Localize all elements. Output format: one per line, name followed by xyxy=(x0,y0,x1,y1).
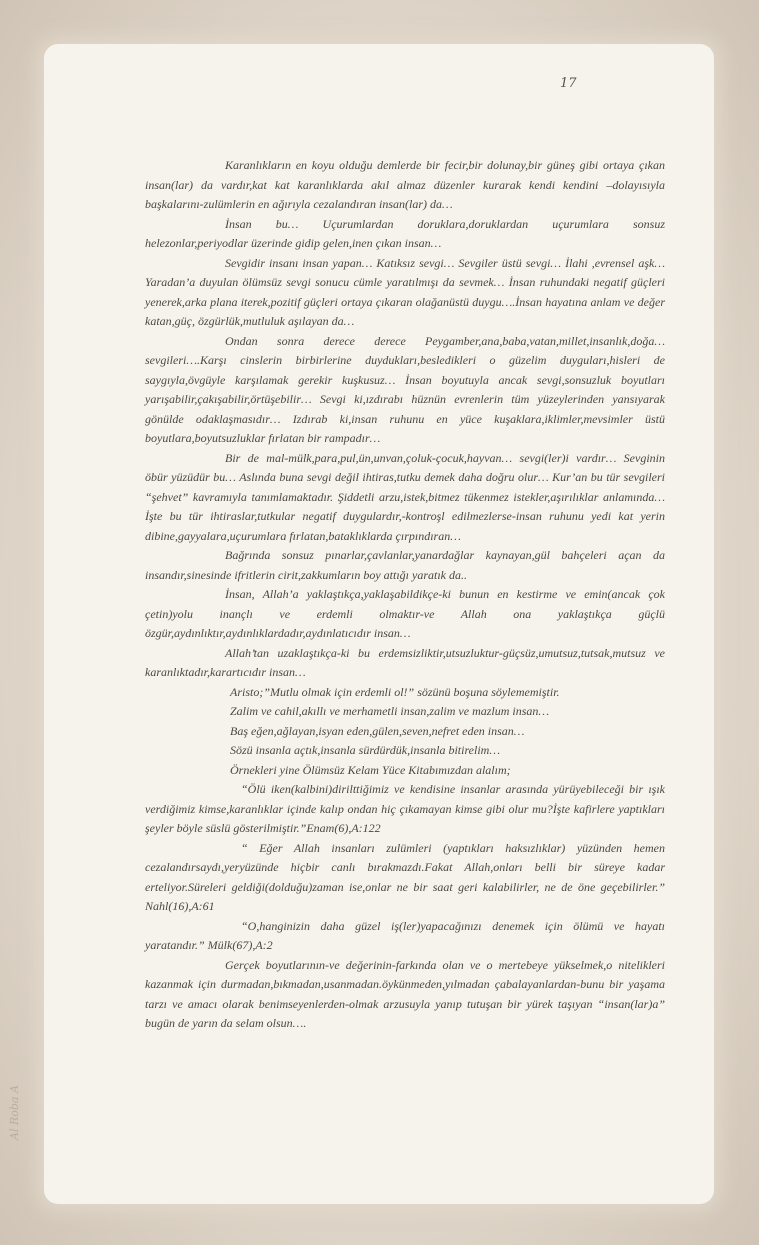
saying-line: Sözü insanla açtık,insanla sürdürdük,insanla bitirelim… xyxy=(230,743,501,757)
side-signature: Al Roba A xyxy=(8,1085,21,1140)
paragraph: Sevgidir insanı insan yapan… Katıksız sevgi… Sevgiler üstü sevgi… İlahi ,evrensel aşk… Yaradan’a duyulan ölümsüz sevgi sonucu cümle yaratılmışı da sevmek… İnsan ruhundaki negatif güçleri yenerek,arka plana iterek,pozitif güçleri ortaya çıkaran olağanüstü duygu….İnsan hayatına anlam ve değer katan,güç, özgürlük,mutluluk aşılayan da… xyxy=(145,255,665,328)
closing-paragraph: Gerçek boyutlarının-ve değerinin-farkında olan ve o mertebeye yükselmek,o nitelikleri kazanmak için durmadan,bıkmadan,usanmadan.öykünmeden,yılmadan çabalayanlardan-bunu bir yaşama tarzı ve amacı olarak benimseyenlerden-olmak arzusuyla yanıp tutuşan bir yürek taşıyan “insan(lar)a” bugün de yarın da selam olsun…. xyxy=(145,957,665,1030)
saying-line: Baş eğen,ağlayan,isyan eden,gülen,seven,nefret eden insan… xyxy=(230,723,525,738)
quran-quote: “O,hanginizin daha güzel iş(ler)yapacağınızı denemek için ölümü ve hayatı yaratandır.” Mülk(67),A:2 xyxy=(145,918,665,952)
paragraph: İnsan, Allah’a yaklaştıkça,yaklaşabildikçe-ki bunun en kestirme ve emin(ancak çok çetin)yolu inançlı ve erdemli olmaktır-ve Allah ona yaklaştıkça güçlü özgür,aydınlıktır,aydınlıklardadır,aydınlatıcıdır insan… xyxy=(145,587,665,640)
paragraph: Allah’tan uzaklaştıkça-ki bu erdemsizliktir,utsuzluktur-güçsüz,umutsuz,tutsak,mutsuz ve karanlıktadır,karartıcıdır insan… xyxy=(145,645,665,679)
paragraph: Bağrında sonsuz pınarlar,çavlanlar,yanardağlar kaynayan,gül bahçeleri açan da insandır,sinesinde ifritlerin cirit,zakkumların boy attığı yaratık da.. xyxy=(145,548,665,582)
paragraph: İnsan bu… Uçurumlardan doruklara,doruklardan uçurumlara sonsuz helezonlar,periyodlar üzerinde gidip gelen,inen çıkan insan… xyxy=(145,216,665,250)
saying-line: Örnekleri yine Ölümsüz Kelam Yüce Kitabımızdan alalım; xyxy=(230,762,511,777)
quran-quote: “Ölü iken(kalbini)dirilttiğimiz ve kendisine insanlar arasında yürüyebileceği bir ışık verdiğimiz kimse,karanlıklar içinde kalıp ondan hiç çıkamayan kimse gibi olur mu?İşte kafirlere yaptıkları şeyler böyle süslü gösterilmiştir.”Enam(6),A:122 xyxy=(145,782,665,835)
paragraph: Ondan sonra derece derece Peygamber,ana,baba,vatan,millet,insanlık,doğa… sevgileri….Karşı cinslerin birbirlerine duydukları,besledikleri o güzelim duyguları,hisleri de saygıyla,övgüyle karşılamak gerekir kuşkusuz… İnsan boyutuyla ancak sevgi,sonsuzluk boyutları yarışabilir,çakışabilir,örtüşebilir… Sevgi ki,ızdırabı hüznün evrenlerin tüm yüzeylerinden yansıyarak gönülde odaklaşmasıdır… Izdırab ki,insan ruhunu en yüce kuşaklara,iklimler,mevsimler üstü boyutlara,boyutsuzluklar fırlatan bir rampadır… xyxy=(145,333,665,445)
paragraph: Bir de mal-mülk,para,pul,ün,unvan,çoluk-çocuk,hayvan… sevgi(ler)i vardır… Sevginin öbür yüzüdür bu… Aslında buna sevgi değil ihtiras,tutku demek daha doğru olur… Kur’an bu tür sevgileri “şehvet” kavramıyla tanımlamaktadır. Şiddetli arzu,istek,bitmez tükenmez istekler,aşırılıklar anlamında…İşte bu tür ihtiraslar,tutkular negatif duygulardır,-kontroşl edilmezlerse-insan ruhunu yedi kat yerin dibine,gayyalara,uçurumlara fırlatan,bataklıklarda çırpındıran… xyxy=(145,450,665,543)
saying-line: Zalim ve cahil,akıllı ve merhametli insan,zalim ve mazlum insan… xyxy=(230,704,550,718)
page-number: 17 xyxy=(560,76,577,91)
saying-line: Aristo;”Mutlu olmak için erdemli ol!” sözünü boşuna söylememiştir. xyxy=(230,684,560,699)
paragraph: Karanlıkların en koyu olduğu demlerde bir fecir,bir dolunay,bir güneş gibi ortaya çıkan insan(lar) da vardır,kat kat karanlıklarda akıl almaz düzenler kurarak kendi kendini –dolayısıyla başkalarını-zulümlerin en ağırıyla cezalandıran insan(lar) da… xyxy=(145,158,665,211)
quran-quote: “ Eğer Allah insanları zulümleri (yaptıkları haksızlıklar) yüzünden hemen cezalandırsaydı,yeryüzünde hiçbir canlı bırakmazdı.Fakat Allah,onları belli bir süreye kadar erteliyor.Süreleri geldiği(dolduğu)zaman ise,onlar ne bir saat geri kalabilirler, ne de öne geçebilirler.” Nahl(16),A:61 xyxy=(145,840,665,913)
article-body xyxy=(145,156,665,1034)
